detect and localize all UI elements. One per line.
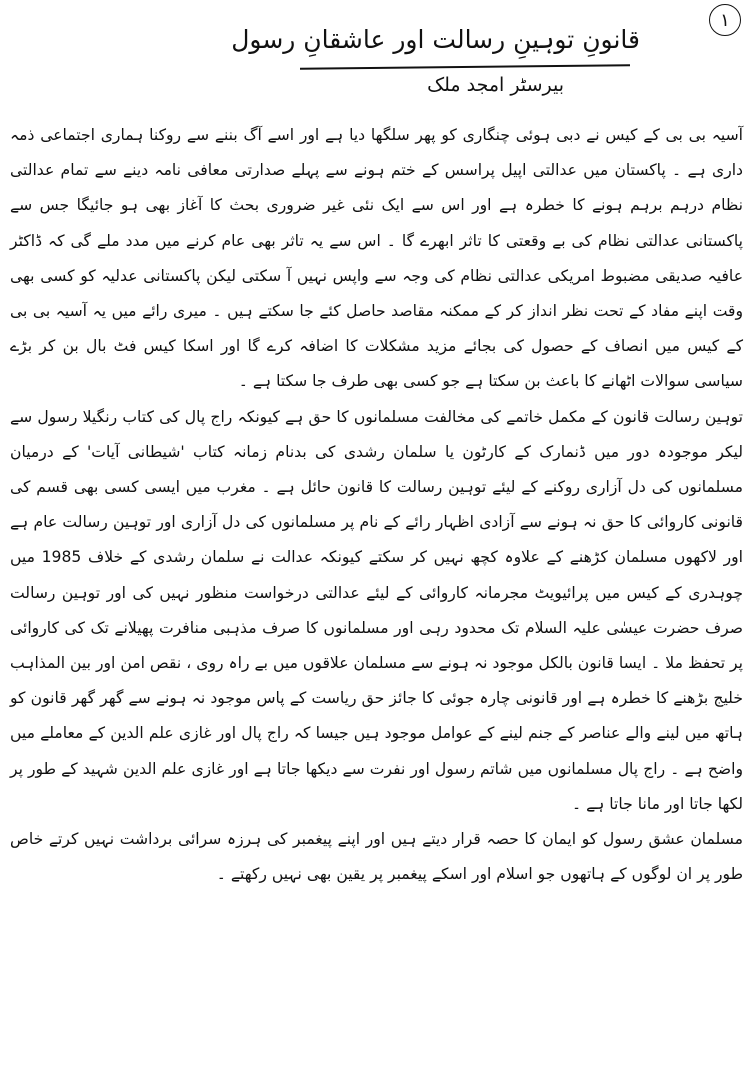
author-name: بیرسٹر امجد ملک bbox=[427, 74, 564, 96]
page-number: ١ bbox=[709, 4, 741, 36]
paragraph-1: آسیہ بی بی کے کیس نے دبی ہوئی چنگاری کو پھر سلگھا دیا ہے اور اسے آگ بننے سے روکنا ہماری اجتماعی ذمہ داری ہے ۔ پاکستان میں عدالتی اپیل پراسس کے ختم ہونے سے پہلے صدارتی معافی نامہ دینے سے تمام عدالتی نظام درہم برہم ہونے کا خطرہ ہے اور اس سے ایک نئی غیر ضروری بحث کا آغاز بھی ہو جائیگا جس سے پاکستانی عدالتی نظام کی بے وقعتی کا تاثر ابھرے گا ۔ اس سے یہ تاثر بھی عام کرنے میں مدد ملے گی کہ ڈاکٹر عافیہ صدیقی مضبوط امریکی عدالتی نظام کی وجہ سے واپس نہیں آ سکتی لیکن پاکستانی عدلیہ کو کسی بھی وقت اپنے مفاد کے تحت نظر انداز کر کے ممکنہ مقاصد حاصل کئے جا سکتے ہیں ۔ میری رائے میں یہ آسیہ بی بی کے کیس میں انصاف کے حصول کی بجائے مزید مشکلات کا اضافہ کرے گا اور اسکا کیس فٹ بال بن کر بڑے سیاسی سوالات اٹھانے کا باعث بن سکتا ہے جو کسی بھی طرف جا سکتا ہے ۔ bbox=[10, 126, 743, 391]
paragraph-3: مسلمان عشق رسول کو ایمان کا حصہ قرار دیتے ہیں اور اپنے پیغمبر کی ہرزہ سرائی برداشت نہیں کرتے خاص طور پر ان لوگوں کے ہاتھوں جو اسلام اور اسکے پیغمبر پر یقین بھی نہیں رکھتے ۔ bbox=[10, 830, 743, 884]
title-underline bbox=[300, 64, 630, 69]
paragraph-2: توہین رسالت قانون کے مکمل خاتمے کی مخالفت مسلمانوں کا حق ہے کیونکہ راج پال کی کتاب رنگیلا رسول سے لیکر موجودہ دور میں ڈنمارک کے کارٹون یا سلمان رشدی کی بدنام زمانہ کتاب 'شیطانی آیات' کے درمیان مسلمانوں کی دل آزاری روکنے کے لیئے توہین رسالت کا قانون حائل ہے ۔ مغرب میں ایسی کسی بھی قسم کی قانونی کاروائی کا حق نہ ہونے سے آزادی اظہار رائے کے نام پر مسلمانوں کی دل آزاری اور توہین رسالت عام ہے اور لاکھوں مسلمان کڑھنے کے علاوہ کچھ نہیں کر سکتے کیونکہ عدالت نے سلمان رشدی کے خلاف 1985 میں چوہدری کے کیس میں پرائیویٹ مجرمانہ کاروائی کے لیئے عدالتی درخواست منظور نہیں کی اور توہین رسالت صرف حضرت عیسٰی علیہ السلام تک محدود رہی اور مسلمانوں کا صرف مذہبی منافرت پھیلانے تک کی کاروائی پر تحفظ ملا ۔ ایسا قانون بالکل موجود نہ ہونے سے مسلمان علاقوں میں بے راہ روی ، نقص امن اور بین المذاہب خلیج بڑھنے کا خطرہ ہے اور قانونی چارہ جوئی کا جائز حق ریاست کے پاس موجود نہ ہونے سے گھر گھر قانون کو ہاتھ میں لینے والے عناصر کے جنم لینے کے عوامل موجود ہیں جیسا کہ راج پال اور غازی علم الدین کے معاملے میں واضح ہے ۔ راج پال مسلمانوں میں شاتم رسول اور نفرت سے دیکھا جاتا ہے اور غازی علم الدین شہید کے طور پر لکھا جاتا اور مانا جاتا ہے ۔ bbox=[10, 407, 743, 813]
article-title: قانونِ توہینِ رسالت اور عاشقانِ رسول bbox=[231, 25, 640, 54]
article-body bbox=[10, 118, 743, 892]
